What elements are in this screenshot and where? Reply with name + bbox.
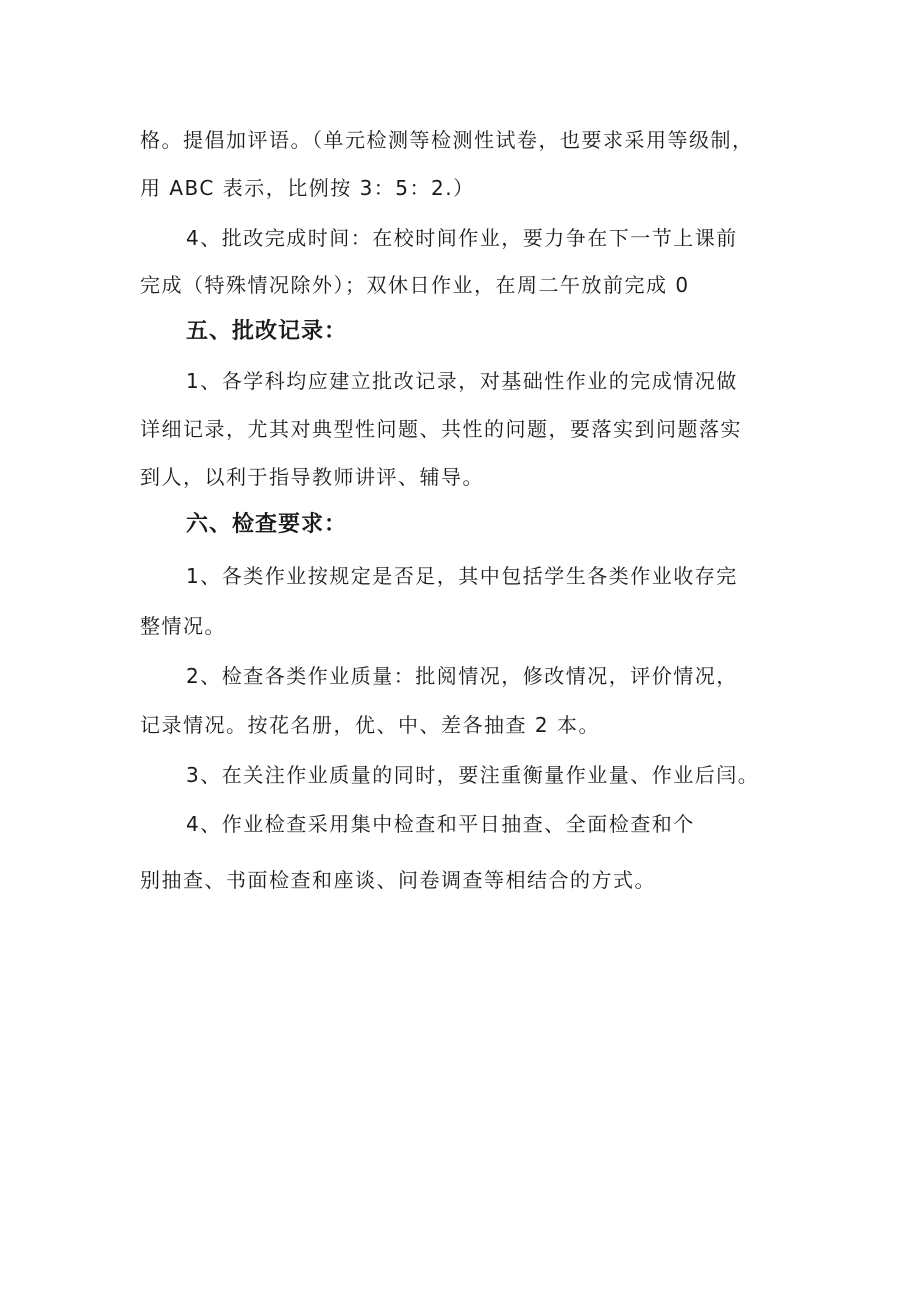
paragraph-line: 1、各学科均应建立批改记录，对基础性作业的完成情况做 <box>186 369 738 393</box>
paragraph-line: 用 ABC 表示，比例按 3：5：2.） <box>140 176 475 200</box>
paragraph-line: 到人，以利于指导教师讲评、辅导。 <box>140 465 484 489</box>
paragraph-line: 2、检查各类作业质量：批阅情况，修改情况，评价情况， <box>186 664 738 688</box>
paragraph-line: 整情况。 <box>140 614 226 638</box>
section-heading: 六、检查要求： <box>186 512 348 537</box>
paragraph-line: 1、各类作业按规定是否足，其中包括学生各类作业收存完 <box>186 564 738 588</box>
paragraph-line: 完成（特殊情况除外）；双休日作业，在周二午放前完成 0 <box>140 273 690 297</box>
paragraph-line: 详细记录，尤其对典型性问题、共性的问题，要落实到问题落实 <box>140 417 742 441</box>
section-heading: 五、批改记录： <box>186 319 348 344</box>
paragraph-line: 4、作业检查采用集中检查和平日抽查、全面检查和个 <box>186 812 695 836</box>
paragraph-line: 别抽查、书面检查和座谈、问卷调查等相结合的方式。 <box>140 868 656 892</box>
paragraph-line: 记录情况。按花名册，优、中、差各抽查 2 本。 <box>140 713 600 737</box>
paragraph-line: 格。提倡加评语。（单元检测等检测性试卷，也要求采用等级制， <box>140 128 754 152</box>
paragraph-line: 4、批改完成时间：在校时间作业，要力争在下一节上课前 <box>186 226 738 250</box>
paragraph-line: 3、在关注作业质量的同时，要注重衡量作业量、作业后闫。 <box>186 763 760 787</box>
